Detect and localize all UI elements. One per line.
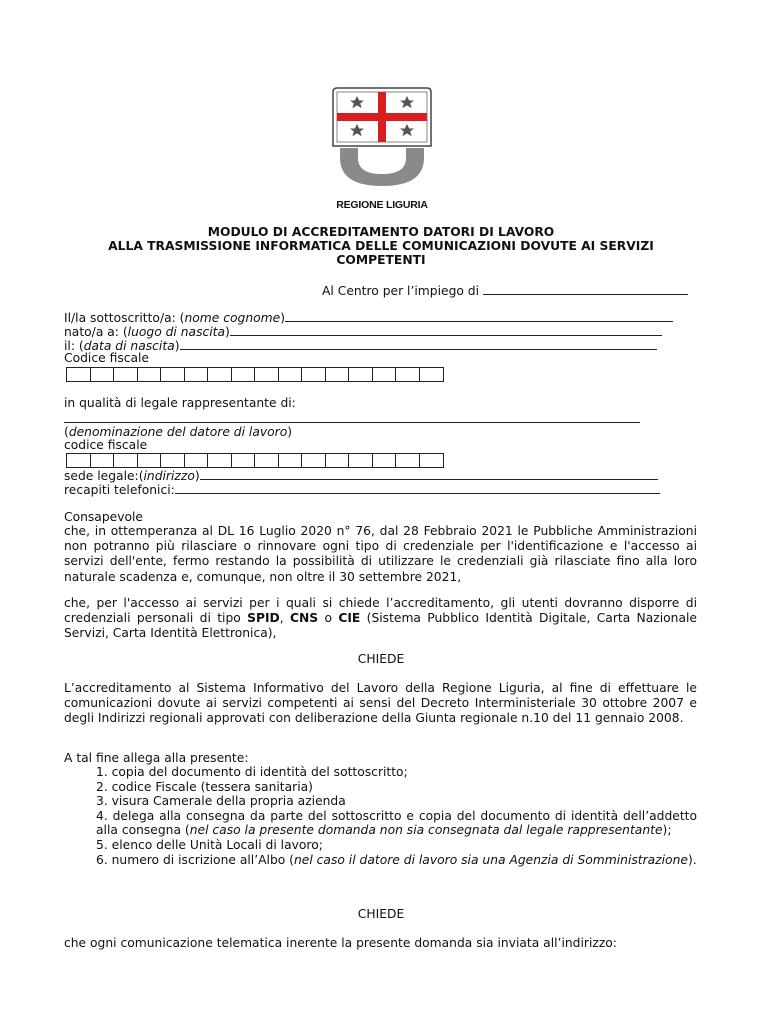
applicant-name-line: Il/la sottoscritto/a: (nome cognome) [64, 310, 673, 326]
phone-label: recapiti telefonici: [64, 483, 175, 497]
form-title-line-3: COMPETENTI [336, 253, 426, 267]
attachment-item-2: 2. codice Fiscale (tessera sanitaria) [96, 779, 313, 794]
hq-hint: indirizzo [143, 469, 195, 483]
hq-label: sede legale:( [64, 469, 144, 483]
company-tax-code-boxes[interactable] [66, 453, 444, 468]
company-tax-code-label: codice fiscale [64, 438, 148, 452]
phone-field[interactable] [175, 482, 660, 494]
consapevole-heading: Consapevole [64, 510, 143, 524]
chiede-heading-2: CHIEDE [357, 907, 405, 921]
regione-liguria-coat-of-arms [330, 86, 434, 214]
form-title-line-1: MODULO DI ACCREDITAMENTO DATORI DI LAVORO [207, 225, 555, 239]
birthdate-line: il: (data di nascita) [64, 338, 657, 354]
attachment-item-5: 5. elenco delle Unità Locali di lavoro; [96, 837, 323, 852]
birthdate-label: il: ( [64, 339, 84, 353]
name-field[interactable] [285, 310, 673, 322]
consapevole-paragraph-2: che, per l'accesso ai servizi per i quali si chiede l’accreditamento, gli utenti dovranno disporre di credenziali personali di tipo SPID, CNS o CIE (Sistema Pubblico Identità Digitale, Carta Nazionale Servizi, Carta Identità Elettronica), [64, 596, 697, 641]
company-name-field[interactable] [64, 411, 640, 423]
phone-line [64, 482, 660, 498]
birthplace-label: nato/a a: ( [64, 325, 128, 339]
birthplace-hint: luogo di nascita [127, 325, 226, 339]
role-label: in qualità di legale rappresentante di: [64, 396, 296, 410]
hq-line: sede legale:(indirizzo) [64, 468, 658, 484]
spid-label: SPID [247, 611, 280, 626]
attachment-item-6: 6. numero di iscrizione all’Albo (nel caso il datore di lavoro sia una Agenzia di Somministrazione). [96, 852, 697, 867]
name-label: Il/la sottoscritto/a: ( [64, 311, 185, 325]
request-paragraph: L’accreditamento al Sistema Informativo del Lavoro della Regione Liguria, al fine di effettuare le comunicazioni dovute ai servizi competenti ai sensi del Decreto Interministeriale 30 ottobre 2007 e degli Indirizzi regionali approvati con deliberazione della Giunta regionale n.10 del 11 gennaio 2008. [64, 681, 697, 726]
company-name-hint-line: (denominazione del datore di lavoro) [64, 425, 293, 439]
name-hint: nome cognome [184, 311, 281, 325]
attachments-intro: A tal fine allega alla presente: [64, 751, 249, 765]
cie-label: CIE [338, 611, 361, 626]
final-request-text: che ogni comunicazione telematica inerente la presente domanda sia inviata all’indirizzo: [64, 936, 617, 950]
consapevole-paragraph-1: che, in ottemperanza al DL 16 Luglio 2020 n° 76, dal 28 Febbraio 2021 le Pubbliche Amministrazioni non potranno più rilasciare o rinnovare ogni tipo di credenziale per l'identificazione e l'accesso ai servizi dell'ente, fermo restando la possibilità di utilizzare le credenziali già rilasciate fino alla loro naturale scadenza e, comunque, non oltre il 30 settembre 2021, [64, 524, 697, 584]
cns-label: CNS [289, 611, 319, 626]
attachment-item-4: 4. delega alla consegna da parte del sottoscritto e copia del documento di identità dell’addetto alla consegna (nel caso la presente domanda non sia consegnata dal legale rappresentante); [96, 808, 697, 838]
birthplace-field[interactable] [230, 324, 662, 336]
chiede-heading-1: CHIEDE [357, 652, 405, 666]
company-name-hint: denominazione del datore di lavoro [68, 425, 288, 439]
form-title-line-2: ALLA TRASMISSIONE INFORMATICA DELLE COMUNICAZIONI DOVUTE AI SERVIZI [108, 239, 654, 253]
attachment-item-1: 1. copia del documento di identità del sottoscritto; [96, 765, 408, 779]
logo-caption: REGIONE LIGURIA [336, 199, 428, 211]
hq-field[interactable] [200, 468, 658, 480]
birthdate-hint: data di nascita [83, 339, 175, 353]
applicant-tax-code-boxes[interactable] [66, 367, 444, 382]
addressee-line [322, 283, 688, 299]
attachments-list [96, 765, 697, 867]
birthplace-line: nato/a a: (luogo di nascita) [64, 324, 662, 340]
tax-code-label: Codice fiscale [64, 351, 149, 365]
addressee-label: Al Centro per l’impiego di [322, 284, 480, 298]
attachment-item-3: 3. visura Camerale della propria azienda [96, 794, 346, 809]
centro-impiego-field[interactable] [483, 283, 688, 295]
birthdate-field[interactable] [180, 338, 657, 350]
